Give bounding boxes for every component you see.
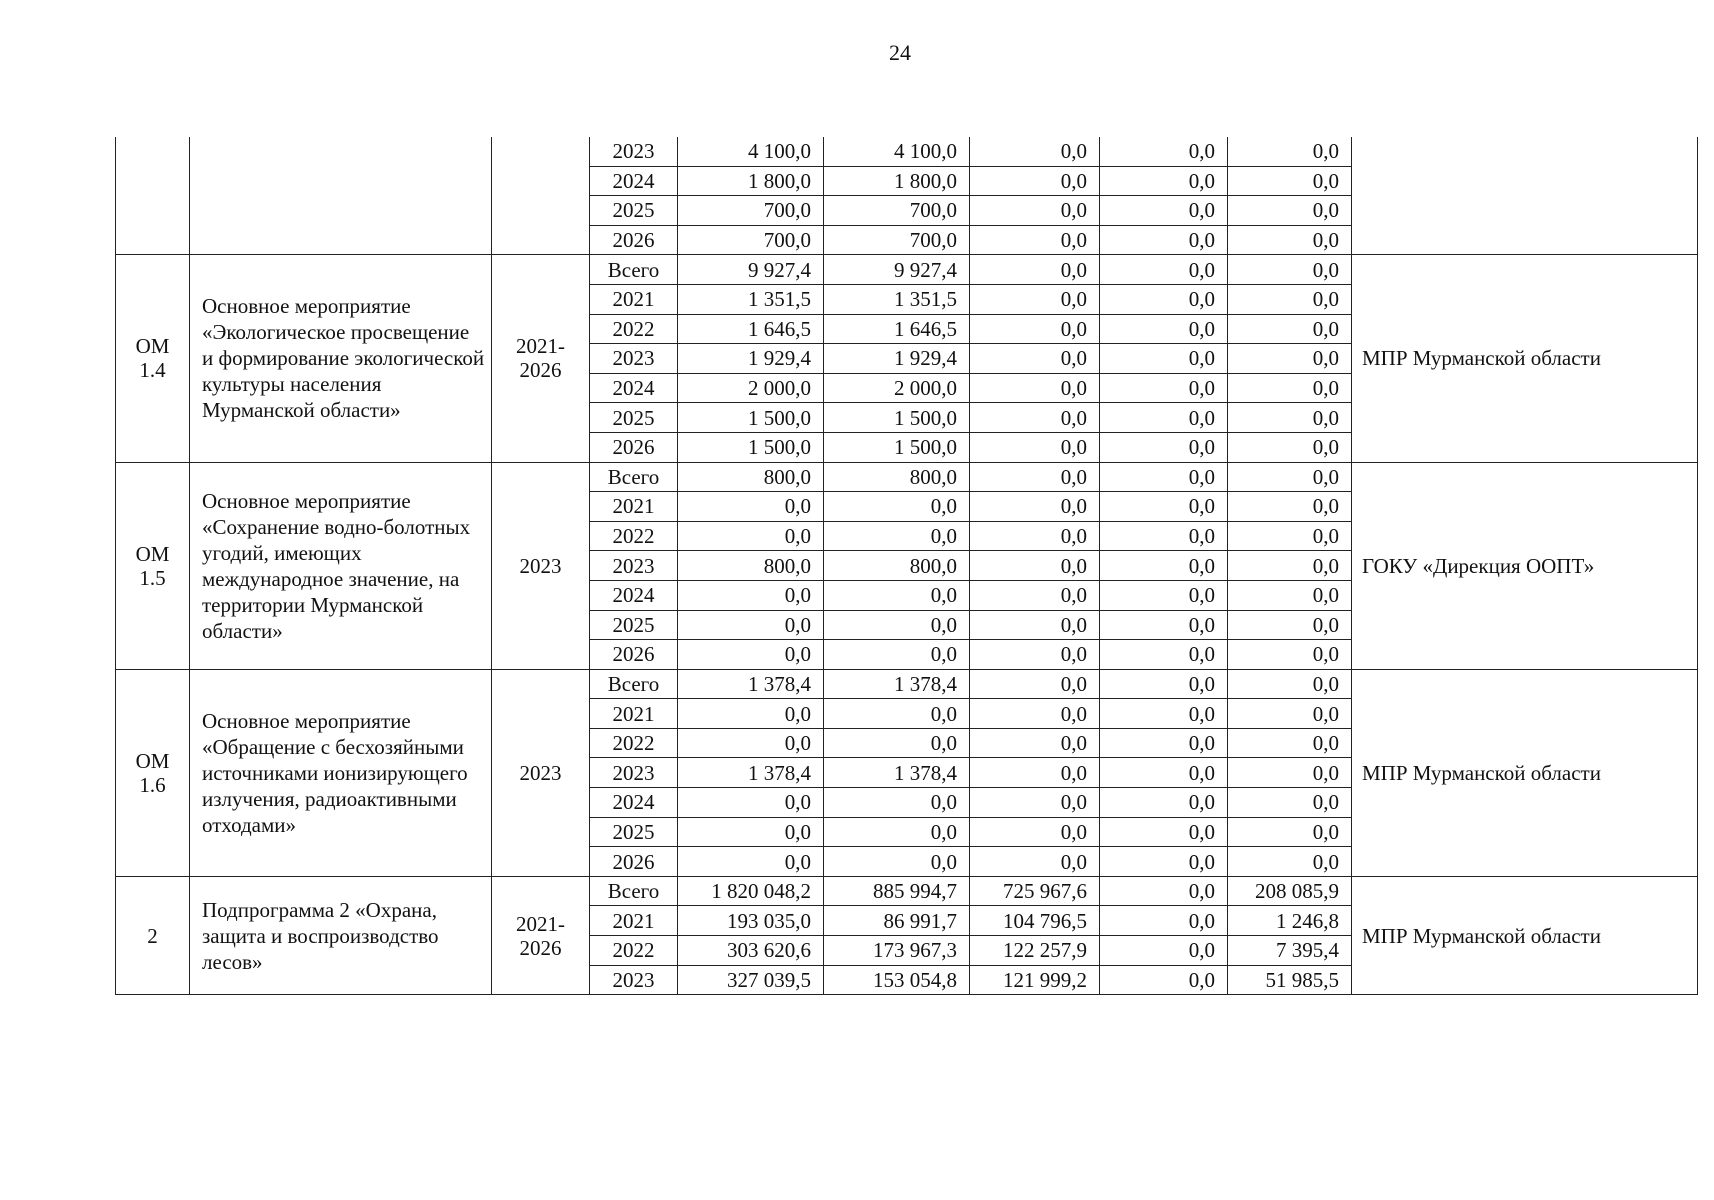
amount-cell: 800,0 (824, 462, 970, 492)
amount-cell: 9 927,4 (678, 255, 824, 285)
year-cell: 2026 (590, 225, 678, 255)
amount-cell: 0,0 (970, 314, 1100, 344)
period-cell (492, 137, 590, 255)
year-cell: 2025 (590, 817, 678, 847)
executor-cell: МПР Мурманской области (1352, 669, 1698, 876)
amount-cell: 0,0 (1228, 403, 1352, 433)
amount-cell: 0,0 (1228, 196, 1352, 226)
amount-cell: 0,0 (970, 521, 1100, 551)
description-cell: Подпрограмма 2 «Охрана, защита и воспроизводство лесов» (190, 876, 492, 994)
amount-cell: 121 999,2 (970, 965, 1100, 995)
amount-cell: 0,0 (1228, 373, 1352, 403)
amount-cell: 1 378,4 (678, 758, 824, 788)
amount-cell: 0,0 (970, 225, 1100, 255)
amount-cell: 0,0 (678, 817, 824, 847)
amount-cell: 0,0 (1100, 580, 1228, 610)
amount-cell: 725 967,6 (970, 876, 1100, 906)
amount-cell: 4 100,0 (824, 137, 970, 166)
amount-cell: 0,0 (1100, 699, 1228, 729)
table-row (116, 255, 1698, 285)
amount-cell: 303 620,6 (678, 936, 824, 966)
description-cell: Основное мероприятие «Обращение с бесхозяйными источниками ионизирующего излучения, радиоактивными отходами» (190, 669, 492, 876)
amount-cell: 0,0 (1100, 876, 1228, 906)
table-body (116, 137, 1698, 995)
period-cell: 2023 (492, 669, 590, 876)
amount-cell: 0,0 (824, 847, 970, 877)
year-cell: 2023 (590, 344, 678, 374)
amount-cell: 800,0 (824, 551, 970, 581)
amount-cell: 1 500,0 (678, 432, 824, 462)
amount-cell: 0,0 (824, 788, 970, 818)
amount-cell: 0,0 (1100, 669, 1228, 699)
amount-cell: 0,0 (1228, 284, 1352, 314)
amount-cell: 700,0 (678, 225, 824, 255)
code-cell: ОМ 1.5 (116, 462, 190, 669)
amount-cell: 0,0 (824, 699, 970, 729)
amount-cell: 1 500,0 (824, 432, 970, 462)
year-cell: 2025 (590, 403, 678, 433)
amount-cell: 0,0 (1228, 788, 1352, 818)
amount-cell: 9 927,4 (824, 255, 970, 285)
amount-cell: 0,0 (1100, 788, 1228, 818)
table-row (116, 137, 1698, 166)
amount-cell: 0,0 (1100, 403, 1228, 433)
amount-cell: 193 035,0 (678, 906, 824, 936)
amount-cell: 0,0 (1228, 255, 1352, 285)
amount-cell: 0,0 (678, 580, 824, 610)
amount-cell: 0,0 (1228, 462, 1352, 492)
amount-cell: 0,0 (824, 640, 970, 670)
amount-cell: 153 054,8 (824, 965, 970, 995)
amount-cell: 0,0 (970, 847, 1100, 877)
amount-cell: 0,0 (1228, 344, 1352, 374)
amount-cell: 0,0 (1228, 432, 1352, 462)
amount-cell: 700,0 (824, 225, 970, 255)
amount-cell: 0,0 (1100, 551, 1228, 581)
amount-cell: 0,0 (1100, 521, 1228, 551)
year-cell: 2024 (590, 580, 678, 610)
year-cell: 2022 (590, 314, 678, 344)
year-cell: Всего (590, 669, 678, 699)
period-cell: 2021-2026 (492, 255, 590, 462)
amount-cell: 0,0 (1100, 817, 1228, 847)
amount-cell: 0,0 (970, 196, 1100, 226)
amount-cell: 0,0 (1100, 936, 1228, 966)
year-cell: 2023 (590, 758, 678, 788)
amount-cell: 0,0 (1100, 728, 1228, 758)
amount-cell: 0,0 (970, 551, 1100, 581)
amount-cell: 800,0 (678, 551, 824, 581)
amount-cell: 0,0 (1228, 728, 1352, 758)
year-cell: 2024 (590, 166, 678, 196)
description-cell (190, 137, 492, 255)
amount-cell: 0,0 (970, 640, 1100, 670)
amount-cell: 0,0 (824, 817, 970, 847)
amount-cell: 0,0 (824, 610, 970, 640)
year-cell: 2022 (590, 936, 678, 966)
amount-cell: 0,0 (824, 521, 970, 551)
year-cell: 2026 (590, 847, 678, 877)
year-cell: 2025 (590, 196, 678, 226)
amount-cell: 0,0 (1228, 314, 1352, 344)
amount-cell: 0,0 (678, 847, 824, 877)
amount-cell: 0,0 (1100, 196, 1228, 226)
amount-cell: 122 257,9 (970, 936, 1100, 966)
year-cell: Всего (590, 255, 678, 285)
amount-cell: 0,0 (970, 580, 1100, 610)
amount-cell: 0,0 (1100, 255, 1228, 285)
amount-cell: 0,0 (970, 610, 1100, 640)
amount-cell: 0,0 (678, 492, 824, 522)
amount-cell: 0,0 (1228, 551, 1352, 581)
page-number: 24 (889, 40, 911, 65)
amount-cell: 0,0 (970, 669, 1100, 699)
amount-cell: 0,0 (970, 255, 1100, 285)
code-cell: ОМ 1.4 (116, 255, 190, 462)
amount-cell: 0,0 (970, 284, 1100, 314)
amount-cell: 0,0 (1100, 847, 1228, 877)
amount-cell: 0,0 (1100, 225, 1228, 255)
amount-cell: 104 796,5 (970, 906, 1100, 936)
amount-cell: 7 395,4 (1228, 936, 1352, 966)
amount-cell: 0,0 (1228, 847, 1352, 877)
amount-cell: 0,0 (1228, 758, 1352, 788)
amount-cell: 0,0 (1100, 137, 1228, 166)
amount-cell: 1 500,0 (824, 403, 970, 433)
amount-cell: 0,0 (1228, 137, 1352, 166)
amount-cell: 1 246,8 (1228, 906, 1352, 936)
amount-cell: 0,0 (1100, 610, 1228, 640)
executor-cell: МПР Мурманской области (1352, 255, 1698, 462)
year-cell: 2021 (590, 284, 678, 314)
amount-cell: 1 378,4 (824, 758, 970, 788)
amount-cell: 0,0 (1100, 314, 1228, 344)
amount-cell: 1 351,5 (678, 284, 824, 314)
amount-cell: 0,0 (970, 373, 1100, 403)
description-cell: Основное мероприятие «Экологическое просвещение и формирование экологической культуры населения Мурманской области» (190, 255, 492, 462)
amount-cell: 0,0 (1100, 965, 1228, 995)
amount-cell: 0,0 (970, 492, 1100, 522)
funding-table (115, 137, 1698, 995)
amount-cell: 1 500,0 (678, 403, 824, 433)
amount-cell: 700,0 (824, 196, 970, 226)
amount-cell: 0,0 (1228, 580, 1352, 610)
year-cell: 2022 (590, 521, 678, 551)
table-row (116, 669, 1698, 699)
amount-cell: 86 991,7 (824, 906, 970, 936)
amount-cell: 0,0 (970, 344, 1100, 374)
amount-cell: 0,0 (1100, 344, 1228, 374)
amount-cell: 1 929,4 (678, 344, 824, 374)
amount-cell: 0,0 (824, 492, 970, 522)
amount-cell: 1 820 048,2 (678, 876, 824, 906)
amount-cell: 0,0 (970, 788, 1100, 818)
amount-cell: 0,0 (970, 166, 1100, 196)
amount-cell: 0,0 (1228, 669, 1352, 699)
table-row (116, 876, 1698, 906)
amount-cell: 0,0 (824, 728, 970, 758)
amount-cell: 0,0 (970, 137, 1100, 166)
amount-cell: 173 967,3 (824, 936, 970, 966)
amount-cell: 1 378,4 (678, 669, 824, 699)
amount-cell: 0,0 (678, 521, 824, 551)
amount-cell: 0,0 (970, 462, 1100, 492)
year-cell: Всего (590, 876, 678, 906)
year-cell: 2021 (590, 906, 678, 936)
amount-cell: 0,0 (678, 788, 824, 818)
amount-cell: 1 800,0 (824, 166, 970, 196)
year-cell: 2021 (590, 492, 678, 522)
amount-cell: 1 351,5 (824, 284, 970, 314)
amount-cell: 0,0 (678, 610, 824, 640)
amount-cell: 0,0 (678, 728, 824, 758)
amount-cell: 0,0 (1228, 521, 1352, 551)
year-cell: 2023 (590, 551, 678, 581)
year-cell: 2022 (590, 728, 678, 758)
amount-cell: 327 039,5 (678, 965, 824, 995)
amount-cell: 0,0 (970, 699, 1100, 729)
amount-cell: 0,0 (1100, 640, 1228, 670)
amount-cell: 800,0 (678, 462, 824, 492)
year-cell: 2023 (590, 965, 678, 995)
amount-cell: 0,0 (1100, 284, 1228, 314)
amount-cell: 0,0 (1228, 610, 1352, 640)
amount-cell: 2 000,0 (678, 373, 824, 403)
year-cell: Всего (590, 462, 678, 492)
executor-cell (1352, 137, 1698, 255)
amount-cell: 0,0 (1100, 492, 1228, 522)
executor-cell: МПР Мурманской области (1352, 876, 1698, 994)
amount-cell: 0,0 (1100, 758, 1228, 788)
table-row (116, 462, 1698, 492)
amount-cell: 0,0 (1228, 817, 1352, 847)
amount-cell: 0,0 (1100, 462, 1228, 492)
amount-cell: 1 646,5 (678, 314, 824, 344)
code-cell: 2 (116, 876, 190, 994)
amount-cell: 0,0 (970, 728, 1100, 758)
amount-cell: 4 100,0 (678, 137, 824, 166)
amount-cell: 0,0 (970, 758, 1100, 788)
amount-cell: 0,0 (1100, 432, 1228, 462)
amount-cell: 0,0 (678, 640, 824, 670)
year-cell: 2024 (590, 373, 678, 403)
year-cell: 2023 (590, 137, 678, 166)
amount-cell: 700,0 (678, 196, 824, 226)
amount-cell: 885 994,7 (824, 876, 970, 906)
year-cell: 2026 (590, 640, 678, 670)
amount-cell: 0,0 (1228, 166, 1352, 196)
amount-cell: 0,0 (970, 432, 1100, 462)
amount-cell: 0,0 (1100, 373, 1228, 403)
amount-cell: 51 985,5 (1228, 965, 1352, 995)
amount-cell: 2 000,0 (824, 373, 970, 403)
amount-cell: 208 085,9 (1228, 876, 1352, 906)
amount-cell: 1 929,4 (824, 344, 970, 374)
year-cell: 2024 (590, 788, 678, 818)
amount-cell: 0,0 (1100, 906, 1228, 936)
year-cell: 2021 (590, 699, 678, 729)
amount-cell: 0,0 (1228, 225, 1352, 255)
amount-cell: 0,0 (970, 403, 1100, 433)
year-cell: 2026 (590, 432, 678, 462)
year-cell: 2025 (590, 610, 678, 640)
period-cell: 2021-2026 (492, 876, 590, 994)
amount-cell: 1 378,4 (824, 669, 970, 699)
amount-cell: 0,0 (1228, 640, 1352, 670)
description-cell: Основное мероприятие «Сохранение водно-болотных угодий, имеющих международное значение, на территории Мурманской области» (190, 462, 492, 669)
amount-cell: 0,0 (1228, 699, 1352, 729)
amount-cell: 0,0 (678, 699, 824, 729)
code-cell (116, 137, 190, 255)
period-cell: 2023 (492, 462, 590, 669)
amount-cell: 0,0 (970, 817, 1100, 847)
executor-cell: ГОКУ «Дирекция ООПТ» (1352, 462, 1698, 669)
amount-cell: 0,0 (824, 580, 970, 610)
amount-cell: 1 800,0 (678, 166, 824, 196)
amount-cell: 1 646,5 (824, 314, 970, 344)
code-cell: ОМ 1.6 (116, 669, 190, 876)
amount-cell: 0,0 (1100, 166, 1228, 196)
amount-cell: 0,0 (1228, 492, 1352, 522)
